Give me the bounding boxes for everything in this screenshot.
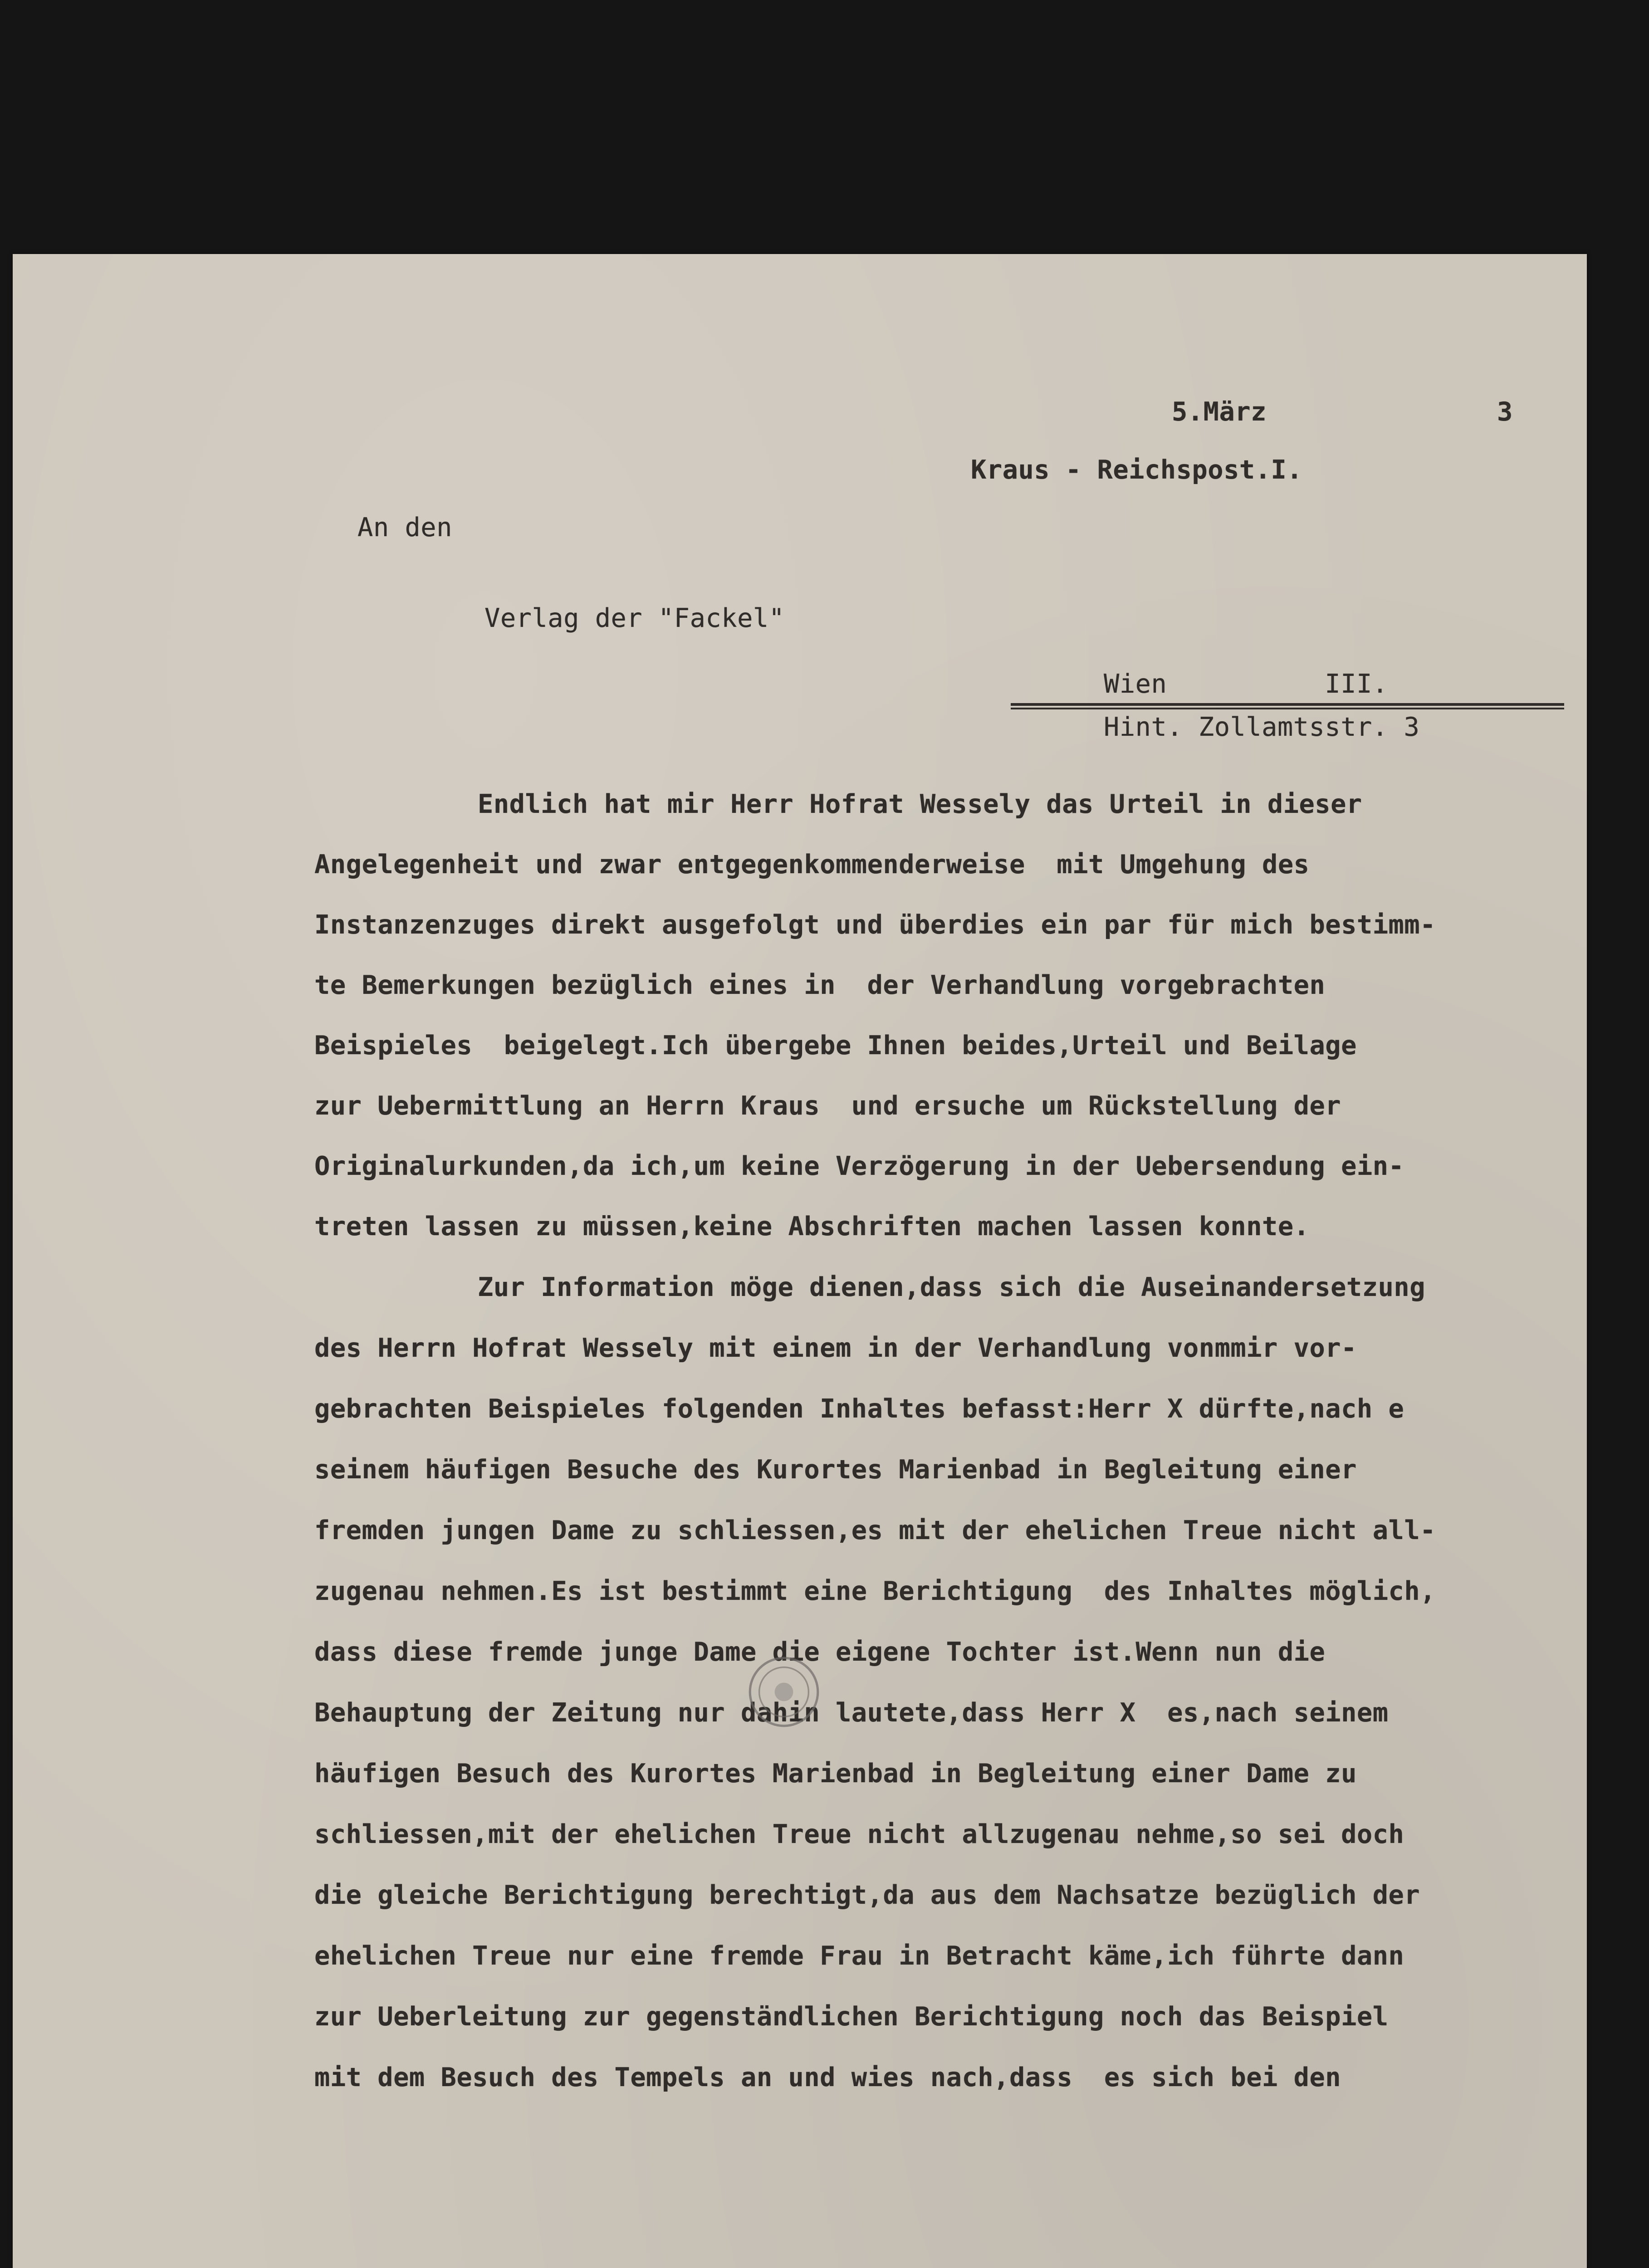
body-line: Originalurkunden,da ich,um keine Verzögerung in der Uebersendung ein- <box>314 1151 1404 1181</box>
body-line: zur Ueberleitung zur gegenständlichen Berichtigung noch das Beispiel <box>314 2002 1389 2032</box>
paragraph-2 <box>13 254 1587 2268</box>
publisher-name: Verlag der "Fackel" <box>484 603 785 633</box>
body-line: seinem häufigen Besuche des Kurortes Marienbad in Begleitung einer <box>314 1455 1357 1485</box>
body-line: dass diese fremde junge Dame die eigene Tochter ist.Wenn nun die <box>314 1637 1326 1667</box>
body-line: die gleiche Berichtigung berechtigt,da aus dem Nachsatze bezüglich der <box>314 1880 1420 1910</box>
body-line: Angelegenheit und zwar entgegenkommenderweise mit Umgehung des <box>314 850 1310 880</box>
body-line: häufigen Besuch des Kurortes Marienbad in Begleitung einer Dame zu <box>314 1759 1357 1789</box>
letter-subject: Kraus - Reichspost.I. <box>971 455 1303 485</box>
address-street: Hint. Zollamtsstr. 3 <box>1104 712 1420 742</box>
letter-date: 5.März <box>1172 397 1267 427</box>
body-line: des Herrn Hofrat Wessely mit einem in der Verhandlung vonmmir vor- <box>314 1333 1357 1363</box>
body-line: Endlich hat mir Herr Hofrat Wessely das Urteil in dieser <box>478 789 1362 819</box>
body-line: ehelichen Treue nur eine fremde Frau in Betracht käme,ich führte dann <box>314 1941 1404 1971</box>
body-line: fremden jungen Dame zu schliessen,es mit der ehelichen Treue nicht all- <box>314 1515 1436 1545</box>
page-number: 3 <box>1497 397 1513 427</box>
body-line: gebrachten Beispieles folgenden Inhaltes befasst:Herr X dürfte,nach e <box>314 1394 1404 1424</box>
body-line: treten lassen zu müssen,keine Abschriften machen lassen konnte. <box>314 1212 1310 1242</box>
archive-stamp <box>745 1653 822 1730</box>
body-line: te Bemerkungen bezüglich eines in der Verhandlung vorgebrachten <box>314 970 1326 1000</box>
salutation: An den <box>357 513 452 543</box>
body-line: schliessen,mit der ehelichen Treue nicht allzugenau nehme,so sei doch <box>314 1819 1404 1849</box>
body-line: Instanzenzuges direkt ausgefolgt und überdies ein par für mich bestimm- <box>314 910 1436 940</box>
body-line: zur Uebermittlung an Herrn Kraus und ersuche um Rückstellung der <box>314 1091 1341 1121</box>
body-line: zugenau nehmen.Es ist bestimmt eine Berichtigung des Inhaltes möglich, <box>314 1576 1436 1606</box>
body-line: Beispieles beigelegt.Ich übergebe Ihnen beides,Urteil und Beilage <box>314 1031 1357 1061</box>
letter-page <box>13 254 1587 2268</box>
body-line: Zur Information möge dienen,dass sich die Auseinandersetzung <box>478 1272 1426 1302</box>
body-line: mit dem Besuch des Tempels an und wies nach,dass es sich bei den <box>314 2063 1341 2092</box>
address-city: Wien III. <box>1104 669 1388 699</box>
body-line: Behauptung der Zeitung nur dahin lautete,dass Herr X es,nach seinem <box>314 1698 1389 1728</box>
